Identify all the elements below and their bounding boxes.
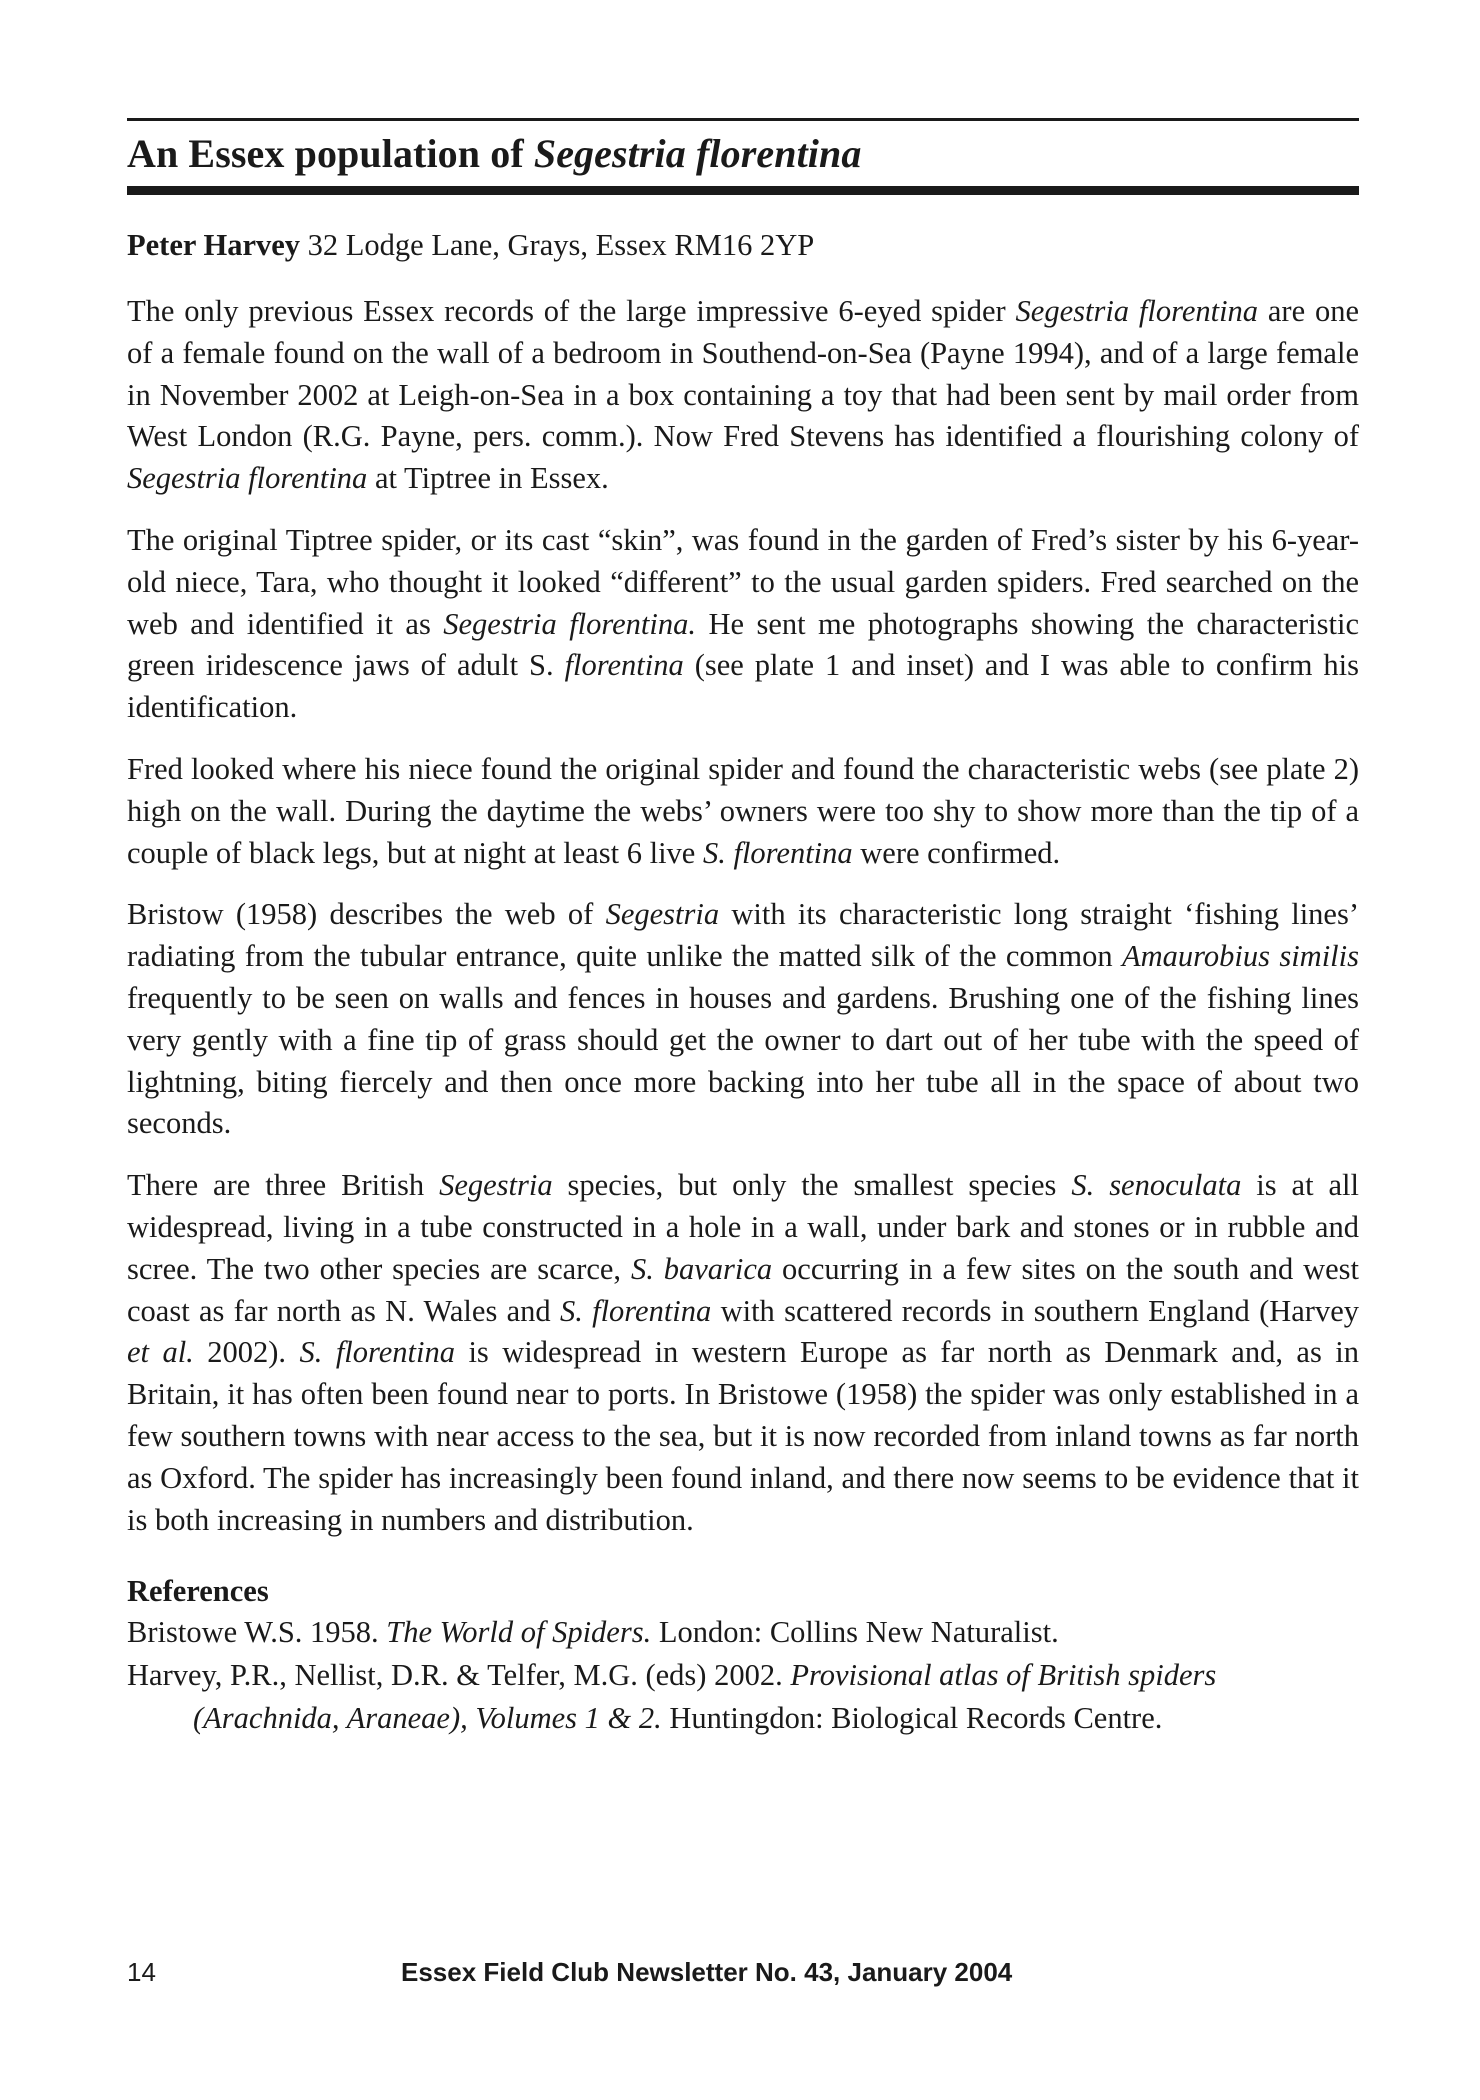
paragraph-4 (127, 894, 1359, 1145)
reference-work-title: Provisional atlas of British spiders (Arachnida, Araneae), Volumes 1 & 2. (193, 1658, 1217, 1736)
genus-name: Segestria (605, 897, 720, 932)
paragraph-2 (127, 520, 1359, 729)
reference-text: London: Collins New Naturalist. (651, 1615, 1059, 1650)
reference-text: Huntingdon: Biological Records Centre. (661, 1701, 1163, 1736)
article-title-species: Segestria florentina (533, 131, 862, 176)
paragraph-1-text: are one of a female found on the wall of a bedroom in Southend-on-Sea (Payne 1994), and of a large female in November 2002 at Leigh-on-Sea in a box containing a toy that had been sent by mail order from West London (R.G. Payne, pers. comm.). Now Fred Stevens has identified a flourishing colony of (127, 294, 1360, 454)
paragraph-5-text: is widespread in western Europe as far north as Denmark and, as in Britain, it has often been found near to ports. In Bristowe (1958) the spider was only established in a few southern towns with near access to the sea, but it is now recorded from inland towns as far north as Oxford. The spider has increasingly been found inland, and there now seems to be evidence that it is both increasing in numbers and distribution. (127, 1335, 1359, 1537)
page-footer (127, 1954, 1359, 1994)
reference-item (127, 1654, 1359, 1740)
paragraph-3-text: Fred looked where his niece found the original spider and found the characteristic webs (see plate 2) high on the wall. During the daytime the webs’ owners were too shy to show more than the tip of a couple of black legs, but at night at least 6 live (127, 751, 1359, 870)
species-name: S. florentina (702, 835, 853, 870)
article-title-plain: An Essex population of (127, 131, 534, 176)
paragraph-5-text: 2002). (193, 1335, 300, 1370)
paragraph-5-text: is at all widespread, living in a tube constructed in a hole in a wall, under bark and stones or in rubble and scree. The two other species are scarce, (127, 1168, 1359, 1286)
paragraph-2-text: He sent me photographs showing the characteristic green iridescence jaws of adult S. (127, 606, 1359, 683)
author-address: 32 Lodge Lane, Grays, Essex RM16 2YP (300, 228, 815, 262)
paragraph-4-text: with its characteristic long straight ‘fishing lines’ radiating from the tubular entrance, quite unlike the matted silk of the common (127, 897, 1359, 974)
paragraph-1-text: The only previous Essex records of the large impressive 6-eyed spider (127, 294, 1016, 328)
reference-text: Harvey, P.R., Nellist, D.R. & Telfer, M.G. (eds) 2002. (127, 1658, 791, 1693)
paragraph-3-text: were confirmed. (852, 835, 1061, 870)
article-title (127, 130, 1359, 178)
reference-item (127, 1611, 1359, 1654)
paragraph-3 (127, 749, 1359, 874)
species-name: Segestria florentina (127, 461, 368, 496)
publication-title: Essex Field Club Newsletter No. 43, January 2004 (401, 1957, 1013, 1987)
species-name: S. florentina (299, 1335, 455, 1370)
newsletter-page (127, 118, 1359, 2058)
author-name: Peter Harvey (127, 228, 301, 262)
article-body (127, 291, 1359, 1541)
species-name: florentina (564, 648, 684, 683)
paragraph-5-text: species, but only the smallest species (552, 1168, 1072, 1203)
paragraph-4-text: frequently to be seen on walls and fences in houses and gardens. Brushing one of the fishing lines very gently with a fine tip of grass should get the owner to dart out of her tube with the speed of lightning, biting fiercely and then once more backing into her tube all in the space of about two seconds. (127, 980, 1359, 1141)
paragraph-5-text: occurring in a few sites on the south and west coast as far north as N. Wales and (127, 1251, 1360, 1328)
paragraph-5-text: with scattered records in southern England (Harvey (711, 1293, 1359, 1328)
page-number: 14 (127, 1957, 156, 1987)
species-name: Amaurobius similis (1121, 939, 1359, 974)
reference-work-title: The World of Spiders. (386, 1615, 652, 1650)
paragraph-5 (127, 1165, 1359, 1541)
references-heading: References (127, 1574, 269, 1609)
paragraph-1 (127, 291, 1359, 500)
author-line (127, 225, 1359, 265)
species-name: S. florentina (559, 1293, 712, 1328)
genus-name: Segestria (439, 1168, 553, 1203)
paragraph-1-text: at Tiptree in Essex. (367, 461, 609, 496)
reference-text: Bristowe W.S. 1958. (127, 1615, 387, 1650)
paragraph-2-text: The original Tiptree spider, or its cast “skin”, was found in the garden of Fred’s sister by his 6-year-old niece, Tara, who thought it looked “different” to the usual garden spiders. Fred searched on the web and identified it as (127, 522, 1359, 641)
species-name: Segestria florentina (1015, 294, 1259, 328)
paragraph-4-text: Bristow (1958) describes the web of (127, 897, 606, 932)
species-name: S. bavarica (630, 1251, 773, 1286)
paragraph-2-text: (see plate 1 and inset) and I was able to confirm his identification. (127, 648, 1359, 725)
citation-et-al: et al. (127, 1335, 194, 1370)
paragraph-5-text: There are three British (127, 1168, 440, 1203)
species-name: S. senoculata (1071, 1168, 1242, 1203)
article-title-block (127, 118, 1359, 195)
species-name: Segestria florentina. (443, 606, 697, 641)
